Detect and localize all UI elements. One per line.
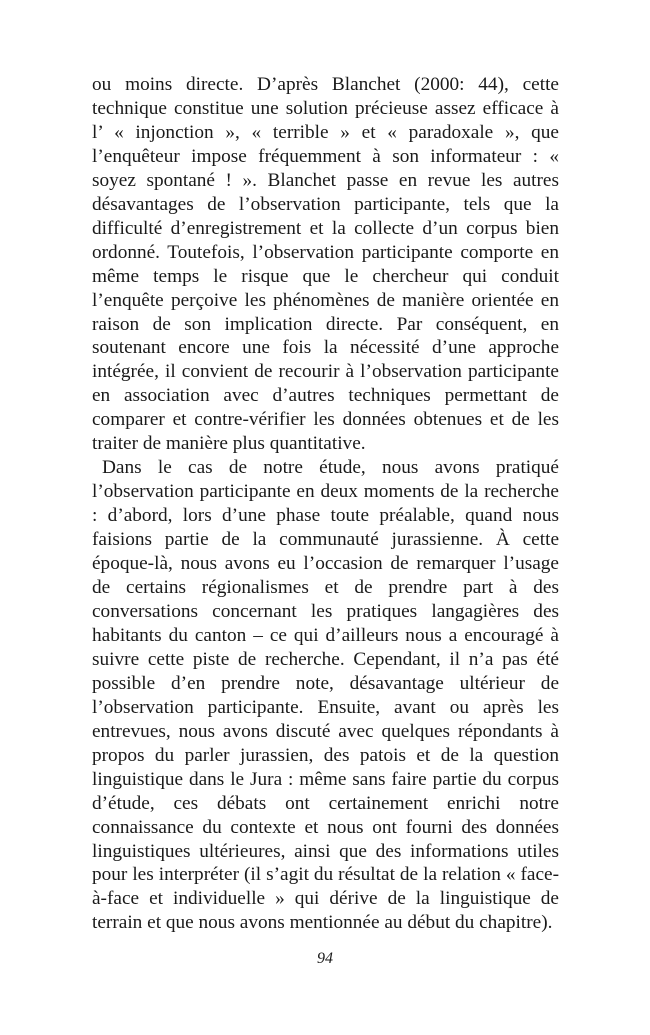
page-number: 94 <box>317 950 333 967</box>
paragraph-1: ou moins directe. D’après Blanchet (2000: 44), cette technique constitue une solution précieuse assez efficace à l’ « injonction », « terrible » et « paradoxale », que l’enquêteur impose fréquemment à son informateur : « soyez spontané ! ». Blanchet passe en revue les autres désavantages de l’observation participante, tels que la difficulté d’enregistrement et la collecte d’un corpus bien ordonné. Toutefois, l’observation participante comporte en même temps le risque que le chercheur qui conduit l’enquête perçoive les phénomènes de manière orientée en raison de son implication directe. Par conséquent, en soutenant encore une fois la nécessité d’une approche intégrée, il convient de recourir à l’observation participante en association avec d’autres techniques permettant de comparer et contre-vérifier les données obtenues et de les traiter de manière plus quantitative. <box>92 74 559 455</box>
page-body <box>92 73 559 935</box>
paragraph-2: Dans le cas de notre étude, nous avons pratiqué l’observation participante en deux moments de la recherche : d’abord, lors d’une phase toute préalable, quand nous faisions partie de la communauté jurassienne. À cette époque-là, nous avons eu l’occasion de remarquer l’usage de certains régionalismes et de prendre part à des conversations concernant les pratiques langagières des habitants du canton – ce qui d’ailleurs nous a encouragé à suivre cette piste de recherche. Cependant, il n’a pas été possible d’en prendre note, désavantage ultérieur de l’observation participante. Ensuite, avant ou après les entrevues, nous avons discuté avec quelques répondants à propos du parler jurassien, des patois et de la question linguistique dans le Jura : même sans faire partie du corpus d’étude, ces débats ont certainement enrichi notre connaissance du contexte et nous ont fourni des données linguistiques ultérieures, ainsi que des informations utiles pour les interpréter (il s’agit du résultat de la relation « face-à-face et individuelle » qui dérive de la linguistique de terrain et que nous avons mentionnée au début du chapitre). <box>92 457 559 934</box>
